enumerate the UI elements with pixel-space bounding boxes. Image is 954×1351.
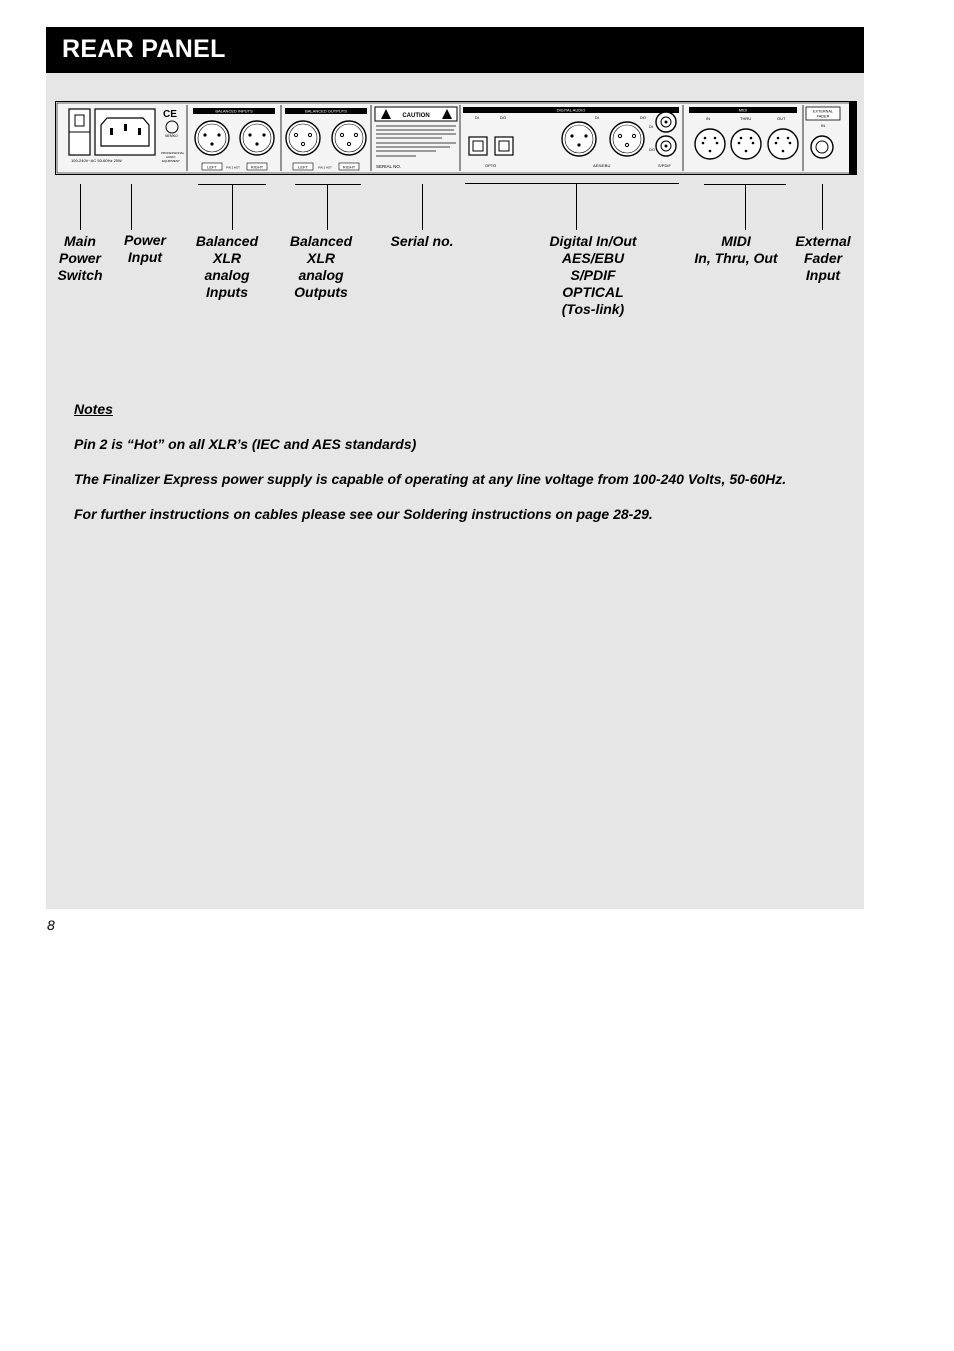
- bracket-balanced-outputs: [295, 184, 361, 185]
- rear-panel-illustration: [55, 101, 857, 175]
- digital-audio-marking: DIGITAL AUDIO: [556, 107, 586, 113]
- pointer-balanced-outputs: [327, 184, 328, 230]
- note-pin2-hot: Pin 2 is “Hot” on all XLR’s (IEC and AES standards): [74, 436, 417, 452]
- output-right-marking: RIGHT: [342, 164, 356, 170]
- aes-ebu-output[interactable]: [610, 122, 644, 156]
- aes-ebu-marking: AES/EBU: [593, 163, 611, 168]
- pointer-main-power-switch: [80, 184, 81, 230]
- pointer-digital: [576, 183, 577, 230]
- label-external-fader: External Fader Input: [795, 233, 851, 283]
- midi-marking: MIDI: [738, 107, 748, 113]
- xlr-output-left[interactable]: [286, 121, 320, 155]
- opto-di-marking: DI: [475, 115, 479, 120]
- aes-ebu-input[interactable]: [562, 122, 596, 156]
- midi-thru-port[interactable]: [731, 129, 761, 159]
- external-in-marking: IN: [821, 123, 825, 128]
- spdif-di-marking: DI: [649, 124, 653, 129]
- opto-do-marking: DO: [500, 115, 506, 120]
- page-title: REAR PANEL: [62, 35, 226, 63]
- external-fader-marking: FADER: [816, 114, 830, 119]
- midi-in-port[interactable]: [695, 129, 725, 159]
- serial-no-marking: SERIAL NO.: [376, 164, 402, 169]
- power-switch[interactable]: [69, 109, 90, 155]
- caution-marking: CAUTION: [402, 113, 430, 119]
- label-main-power-switch: Main Power Switch: [57, 233, 103, 283]
- notes-heading: Notes: [74, 401, 113, 417]
- approval-marking: EQUIPMENT: [162, 159, 180, 163]
- balanced-outputs-marking: BALANCED OUTPUTS: [305, 108, 347, 114]
- nemko-marking: NEMKO: [165, 134, 178, 138]
- iec-power-inlet[interactable]: [95, 109, 155, 155]
- optical-input[interactable]: [469, 137, 487, 155]
- label-power-input: Power Input: [123, 232, 166, 265]
- midi-thru-marking: THRU: [740, 116, 752, 121]
- approval-marking: AUDIO: [166, 155, 176, 159]
- label-serial-no: Serial no.: [390, 233, 454, 249]
- spdif-output[interactable]: [656, 136, 676, 156]
- opto-marking: OPTO: [485, 163, 497, 168]
- aes-do-marking: DO: [640, 115, 646, 120]
- input-right-marking: RIGHT: [250, 164, 264, 170]
- note-power-supply: The Finalizer Express power supply is capable of operating at any line voltage from 100-240 Volts, 50-60Hz.: [74, 471, 787, 487]
- pin-note-marking: PIN 2 HOT: [226, 165, 240, 170]
- pointer-serial-no: [422, 184, 423, 230]
- external-fader-jack[interactable]: [811, 136, 833, 158]
- xlr-output-right[interactable]: [332, 121, 366, 155]
- xlr-input-left[interactable]: [195, 121, 229, 155]
- ce-mark-icon: CE: [163, 109, 177, 120]
- midi-in-marking: IN: [706, 116, 710, 121]
- spdif-marking: S/PDIF: [658, 163, 671, 168]
- external-fader-marking: EXTERNAL: [812, 109, 834, 114]
- bracket-digital: [465, 183, 679, 184]
- notes-section: [74, 401, 854, 541]
- label-balanced-outputs: Balanced XLR analog Outputs: [289, 233, 353, 300]
- midi-out-marking: OUT: [777, 116, 786, 121]
- xlr-input-right[interactable]: [240, 121, 274, 155]
- label-balanced-inputs: Balanced XLR analog Inputs: [195, 233, 259, 300]
- input-left-marking: LEFT: [207, 164, 217, 170]
- approval-marking: PROFESSIONAL: [161, 151, 185, 155]
- output-left-marking: LEFT: [298, 164, 308, 170]
- header-banner: [46, 27, 864, 73]
- note-soldering: For further instructions on cables please see our Soldering instructions on page 28-29.: [74, 506, 653, 522]
- voltage-rating-marking: 100-240V~AC 50-60Hz 20W: [71, 158, 122, 163]
- spdif-input[interactable]: [656, 112, 676, 132]
- label-midi: MIDI In, Thru, Out: [694, 233, 778, 266]
- pointer-power-input: [131, 184, 132, 230]
- pin-note-marking: PIN 2 HOT: [318, 165, 332, 170]
- optical-output[interactable]: [495, 137, 513, 155]
- page-number: 8: [47, 917, 55, 933]
- label-digital: Digital In/Out AES/EBU S/PDIF OPTICAL (Tos-link): [549, 233, 637, 317]
- pointer-external-fader: [822, 184, 823, 230]
- aes-di-marking: DI: [595, 115, 599, 120]
- spdif-do-marking: DO: [649, 147, 655, 152]
- midi-out-port[interactable]: [768, 129, 798, 159]
- balanced-inputs-marking: BALANCED INPUTS: [215, 108, 253, 114]
- pointer-midi: [745, 184, 746, 230]
- pointer-balanced-inputs: [232, 184, 233, 230]
